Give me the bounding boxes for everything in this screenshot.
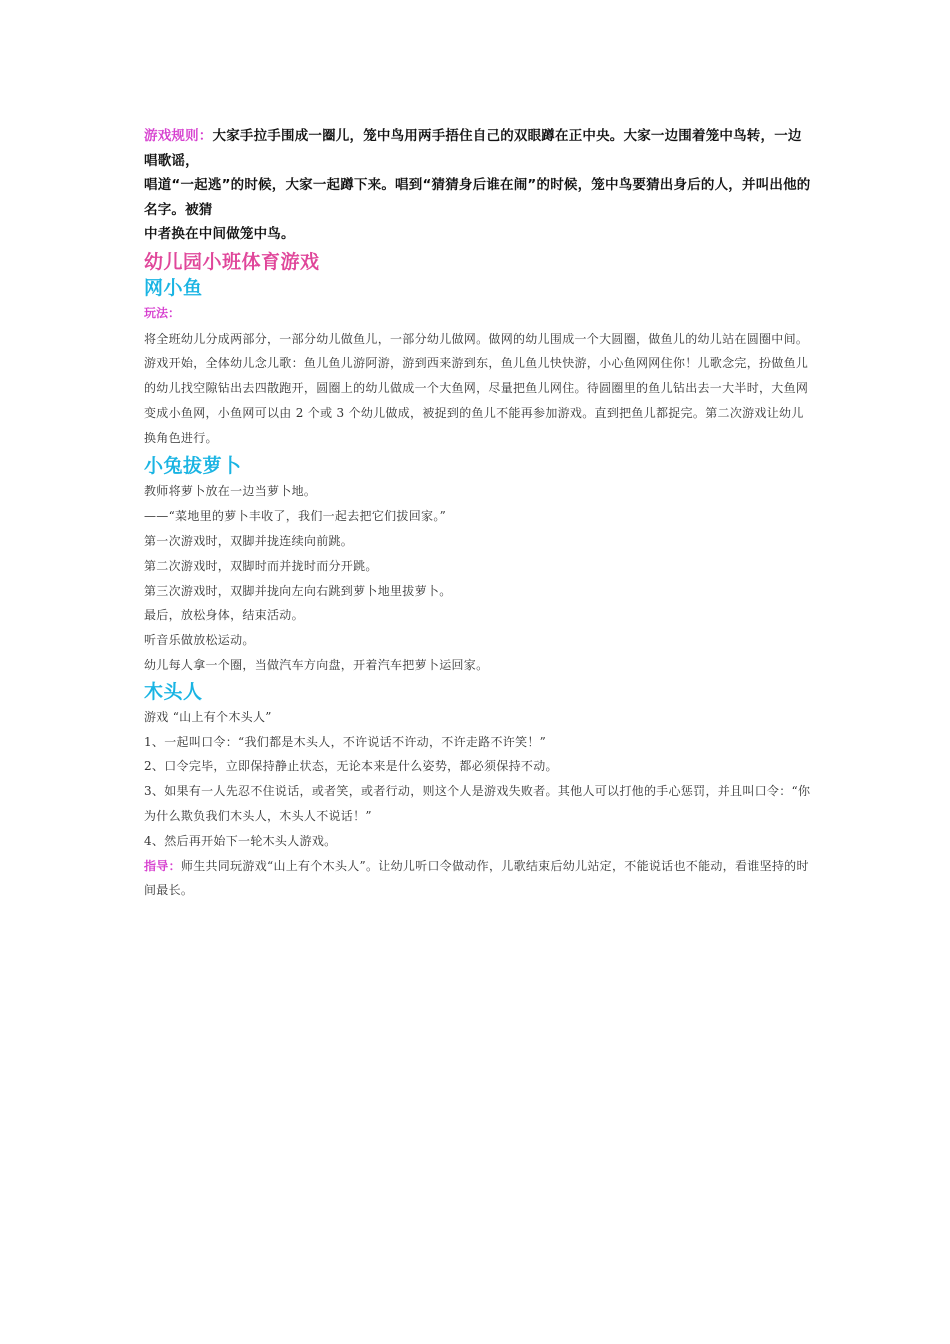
rabbit-line-7: 听音乐做放松运动。	[144, 633, 255, 648]
wooden-line-2: 1、一起叫口令：“我们都是木头人，不许说话不许动，不许走路不许笑！”	[144, 734, 547, 749]
wooden-line-1: 游戏 “山上有个木头人”	[144, 709, 272, 724]
guide-paragraph	[144, 854, 812, 904]
guide-text: 师生共同玩游戏“山上有个木头人”。让幼儿听口令做动作，儿歌结束后幼儿站定，不能说话也不能动，看谁坚持的时间最长。	[144, 858, 809, 898]
net-fish-paragraph: 将全班幼儿分成两部分，一部分幼儿做鱼儿，一部分幼儿做网。做网的幼儿围成一个大圆圈，做鱼儿的幼儿站在圆圈中间。游戏开始，全体幼儿念儿歌：鱼儿鱼儿游阿游，游到西来游到东，鱼儿鱼儿快快游，小心鱼网网住你！儿歌念完，扮做鱼儿的幼儿找空隙钻出去四散跑开，圆圈上的幼儿做成一个大鱼网，尽量把鱼儿网住。待圆圈里的鱼儿钻出去一大半时，大鱼网变成小鱼网，小鱼网可以由 2 个或 3 个幼儿做成，被捉到的鱼儿不能再参加游戏。直到把鱼儿都捉完。第二次游戏让幼儿换角色进行。	[144, 331, 809, 445]
section-title-wooden-man: 木头人	[144, 680, 203, 703]
game-rules-block	[144, 124, 812, 247]
rabbit-line-6: 最后，放松身体，结束活动。	[144, 608, 304, 623]
rabbit-line-8: 幼儿每人拿一个圈，当做汽车方向盘，开着汽车把萝卜运回家。	[144, 658, 489, 673]
section-title-rabbit-radish: 小兔拔萝卜	[144, 455, 242, 478]
main-title: 幼儿园小班体育游戏	[144, 250, 320, 273]
wooden-line-4: 3、如果有一人先忍不住说话，或者笑，或者行动，则这个人是游戏失败者。其他人可以打他的手心惩罚，并且叫口令：“你为什么欺负我们木头人，木头人不说话！”	[144, 784, 811, 824]
rules-paragraph-3: 中者换在中间做笼中鸟。	[144, 226, 295, 242]
rabbit-line-5: 第三次游戏时，双脚并拢向左向右跳到萝卜地里拔萝卜。	[144, 583, 452, 598]
document-page	[144, 124, 812, 903]
rules-line-1: 大家手拉手围成一圈儿，笼中鸟用两手捂住自己的双眼蹲在正中央。大家一边围着笼中鸟转，一边唱歌谣，	[144, 128, 802, 169]
rabbit-line-3: 第一次游戏时，双脚并拢连续向前跳。	[144, 534, 354, 549]
play-label: 玩法：	[144, 305, 181, 320]
rabbit-line-1: 教师将萝卜放在一边当萝卜地。	[144, 484, 317, 499]
wooden-line-3: 2、口令完毕，立即保持静止状态，无论本来是什么姿势，都必须保持不动。	[144, 759, 558, 774]
wooden-line-5: 4、然后再开始下一轮木头人游戏。	[144, 833, 337, 848]
guide-label: 指导：	[144, 858, 181, 873]
rules-paragraph-2: 唱道“一起逃”的时候，大家一起蹲下来。唱到“猜猜身后谁在闹”的时候，笼中鸟要猜出身后的人，并叫出他的名字。被猜	[144, 177, 811, 218]
rabbit-line-4: 第二次游戏时，双脚时而并拢时而分开跳。	[144, 558, 378, 573]
section-title-net-fish: 网小鱼	[144, 276, 203, 299]
rules-label: 游戏规则：	[144, 128, 213, 144]
rules-paragraph-1	[144, 124, 812, 173]
rabbit-line-2: ——“菜地里的萝卜丰收了，我们一起去把它们拔回家。”	[144, 509, 447, 524]
